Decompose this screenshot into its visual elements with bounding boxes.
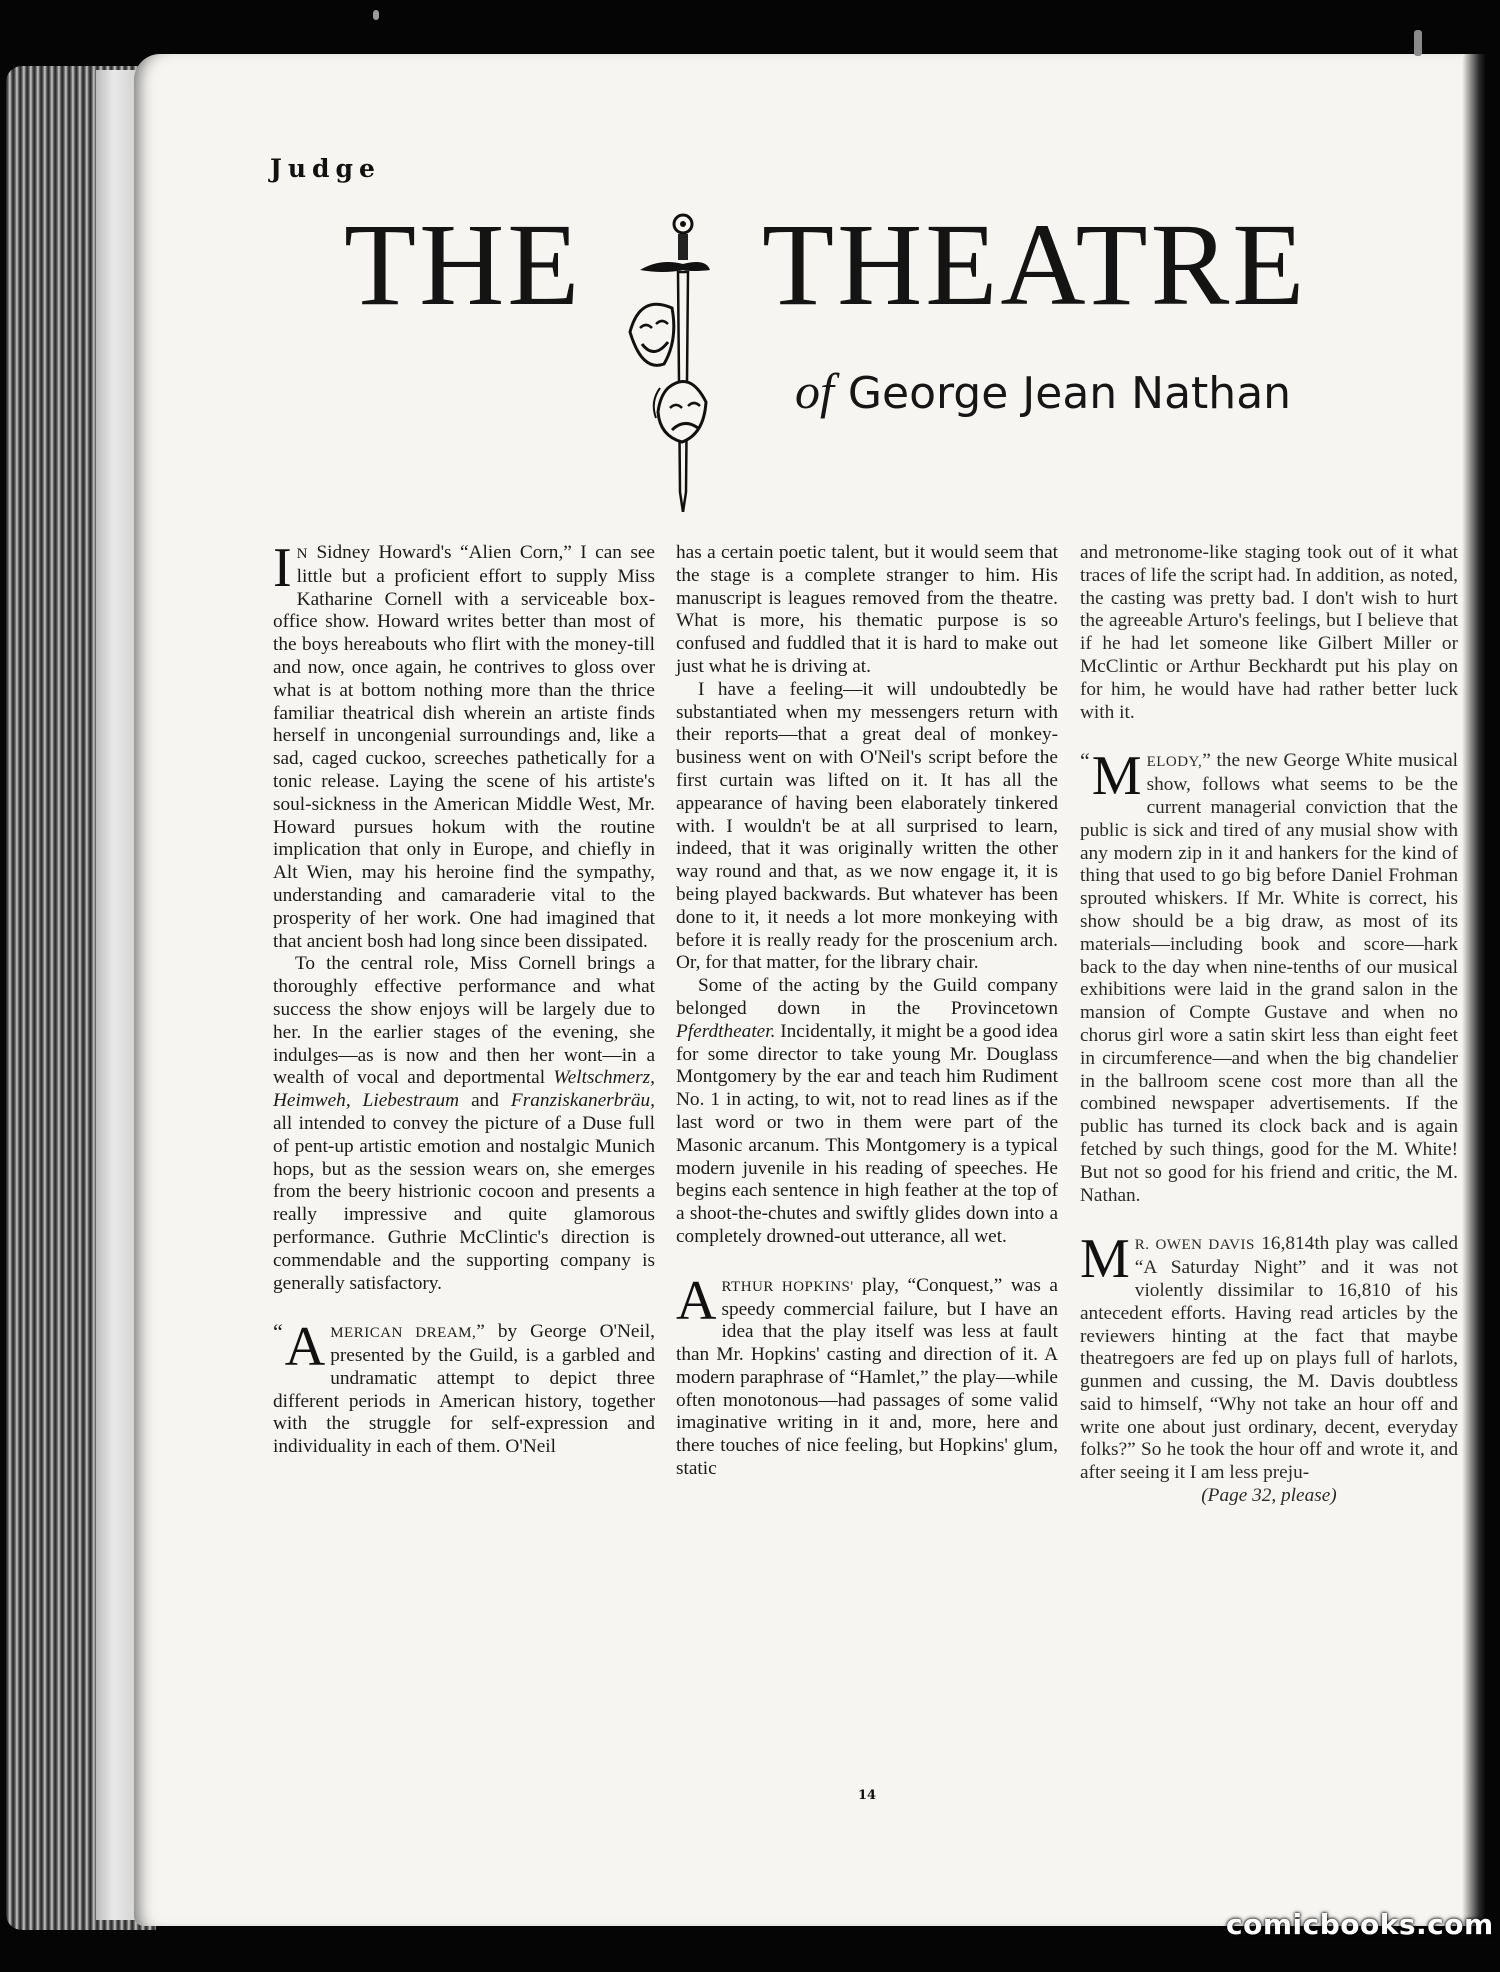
paragraph-text: To the central role, Miss Cornell brings a thoroughly effective performance and what success the show enjoys will be largely due to her. In the earlier stages of the evening, she indulges—as is now and then her wont—in a wealth of vocal and deportmental	[273, 953, 655, 1089]
paragraph	[676, 542, 1058, 679]
scan-speck	[373, 10, 379, 20]
paragraph-text: Some of the acting by the Guild company belonged down in the Provincetown	[676, 975, 1058, 1019]
paragraph-text: play, “Conquest,” was a speedy commercial failure, but I have an idea that the play itself was less at fault than Mr. Hopkins' casting and direction of it. A modern paraphrase of “Hamlet,” the play—while often monotonous—had passages of some valid imaginative writing in it and, more, here and there touches of nice feeling, but Hopkins' glum, static	[676, 1274, 1058, 1480]
scan-speck	[1414, 30, 1422, 56]
watermark: comicbooks.com	[1226, 1908, 1494, 1941]
paragraph-text: Incidentally, it might be a good idea for some director to take young Mr. Douglass Montgomery by the ear and teach him Rudiment No. 1 in acting, to wit, not to read lines as if the last word or two in them were part of the Masonic arcanum. This Montgomery is a typical modern juvenile in his reading of speeches. He begins each sentence in high feather at the top of a shoot-the-chutes and swiftly glides down into a completely drowned-out utterance, all wet.	[676, 1020, 1058, 1247]
drop-cap: I	[273, 537, 292, 599]
paragraph	[1080, 1228, 1458, 1485]
paragraph	[1080, 745, 1458, 1207]
paragraph-text: all intended to convey the picture of a Duse full of pent-up artistic emotion and nostalgic Munich hops, but as the session wears on, she emerges from the beery histrionic cocoon and presents a really impressive and quite glamorous performance. Guthrie McClintic's direction is commendable and the supporting company is generally satisfactory.	[273, 1112, 655, 1294]
title-right: THEATRE	[762, 199, 1308, 330]
small-caps-lead: ELODY,	[1146, 754, 1203, 771]
article-column-3	[1080, 542, 1458, 1508]
small-caps-lead: N	[296, 546, 308, 562]
article-column-1	[273, 537, 655, 1459]
small-caps-lead: R. OWEN DAVIS	[1134, 1237, 1255, 1254]
byline	[795, 362, 1291, 420]
section-label: Judge	[270, 154, 381, 183]
paragraph-text: I have a feeling—it will undoubtedly be substantiated when my messengers return with their reports—that a great deal of monkey-business went on with O'Neil's script before the first curtain was lifted on it. It has all the appearance of having been elaborately tinkered with. I wouldn't be at all surprised to learn, indeed, that it was originally written the other way round and that, as we now engage it, it is being played backwards. But whatever has been done to it, it needs a lot more monkeying with before it is really ready for the proscenium arch. Or, for that matter, for the library chair.	[676, 678, 1058, 974]
paragraph-text: Sidney Howard's “Alien Corn,” I can see little but a proficient effort to supply Miss Katharine Cornell with a serviceable box-office show. Howard writes better than most of the boys hereabouts who flirt with the money-till and now, once again, he contrives to gloss over what is at bottom nothing more than the thrice familiar theatrical dish wherein an artiste finds herself in uncongenial surroundings and, like a sad, caged cuckoo, screeches pathetically for a tonic release. Laying the scene of his artiste's soul-sickness in the American Middle West, Mr. Howard pursues hokum with the routine implication that only in Europe, and chiefly in Alt Wien, may his heroine find the sympathy, understanding and camaraderie vital to the prosperity of her work. One had imagined that that ancient bosh had long since been dissipated.	[273, 542, 655, 952]
sword-masks-emblem	[620, 212, 710, 512]
italic-text: Franziskanerbräu,	[510, 1090, 655, 1112]
title-left: THE	[344, 199, 583, 330]
paragraph	[273, 1316, 655, 1459]
author-name: George Jean Nathan	[847, 368, 1292, 419]
drop-cap: A	[676, 1269, 717, 1332]
byline-of: of	[795, 363, 834, 419]
paragraph	[676, 1269, 1058, 1481]
paragraph-text: and	[459, 1090, 511, 1112]
paragraph-text: ” the new George White musical show, follows what seems to be the current managerial conviction that the public is sick and tired of any musial show with any modern zip in it and hankers for the kind of thing that used to go big before Daniel Frohman sprouted whiskers. If Mr. White is correct, his show should be a big draw, as most of its materials—including book and score—hark back to the day when nine-tenths of our musical exhibitions were laid in the grand salon in the mansion of Compte Gustave and when no chorus girl wore a satin skirt less than eight feet in circumference—and when the big chandelier in the ballroom scene cost more than all the combined newspaper advertisements. If the public has turned its clock back and is again fetched by such things, good for the M. White! But not so good for his friend and critic, the M. Nathan.	[1080, 750, 1458, 1206]
paragraph	[273, 953, 655, 1295]
article-column-2	[676, 542, 1058, 1481]
paragraph-text: has a certain poetic talent, but it would seem that the stage is a complete stranger to him. His manuscript is leagues removed from the theatre. What is more, his thematic purpose is so confused and fuddled that it is hard to make out just what he is driving at.	[676, 542, 1058, 677]
paragraph-text: ” by George O'Neil, presented by the Guild, is a garbled and undramatic attempt to depict three different periods in American history, together with the struggle for self-expression and individuality in each of them. O'Neil	[273, 1321, 655, 1458]
continued-note: (Page 32, please)	[1201, 1485, 1337, 1507]
drop-cap: A	[284, 1316, 326, 1379]
open-quote: “	[1080, 748, 1090, 774]
drop-cap: M	[1091, 745, 1142, 808]
italic-text: Pferdtheater.	[676, 1020, 776, 1042]
open-quote: “	[273, 1319, 283, 1345]
small-caps-lead: RTHUR HOPKINS'	[721, 1278, 854, 1295]
paragraph	[273, 537, 655, 953]
paragraph-text: and metronome-like staging took out of it what traces of life the script had. In addition, as noted, the casting was pretty bad. I don't wish to hurt the agreeable Arturo's feelings, but I believe that if he had let someone like Gilbert Miller or McClintic or Arthur Beckhardt put his play on for him, he would have had rather better luck with it.	[1080, 542, 1458, 723]
paragraph	[1080, 542, 1458, 724]
paragraph-text: 16,814th play was called “A Saturday Night” and it was not violently dissimilar to 16,810 of his antecedent efforts. Having read articles by the reviewers hinting at the fact that maybe theatregoers are fed up on plays full of harlots, gunmen and cussing, the M. Davis doubtless said to himself, “Why not take an hour off and write one about just ordinary, decent, everyday folks?” So he took the hour off and wrote it, and after seeing it I am less preju-	[1080, 1233, 1458, 1484]
italic-text: Weltschmerz, Heimweh, Liebestraum	[273, 1067, 655, 1112]
page-number: 14	[858, 1788, 877, 1803]
drop-cap: M	[1080, 1228, 1130, 1291]
page-gutter-shadow	[1462, 54, 1486, 1926]
paragraph	[676, 679, 1058, 975]
paragraph	[676, 975, 1058, 1249]
small-caps-lead: MERICAN DREAM,	[330, 1325, 477, 1342]
